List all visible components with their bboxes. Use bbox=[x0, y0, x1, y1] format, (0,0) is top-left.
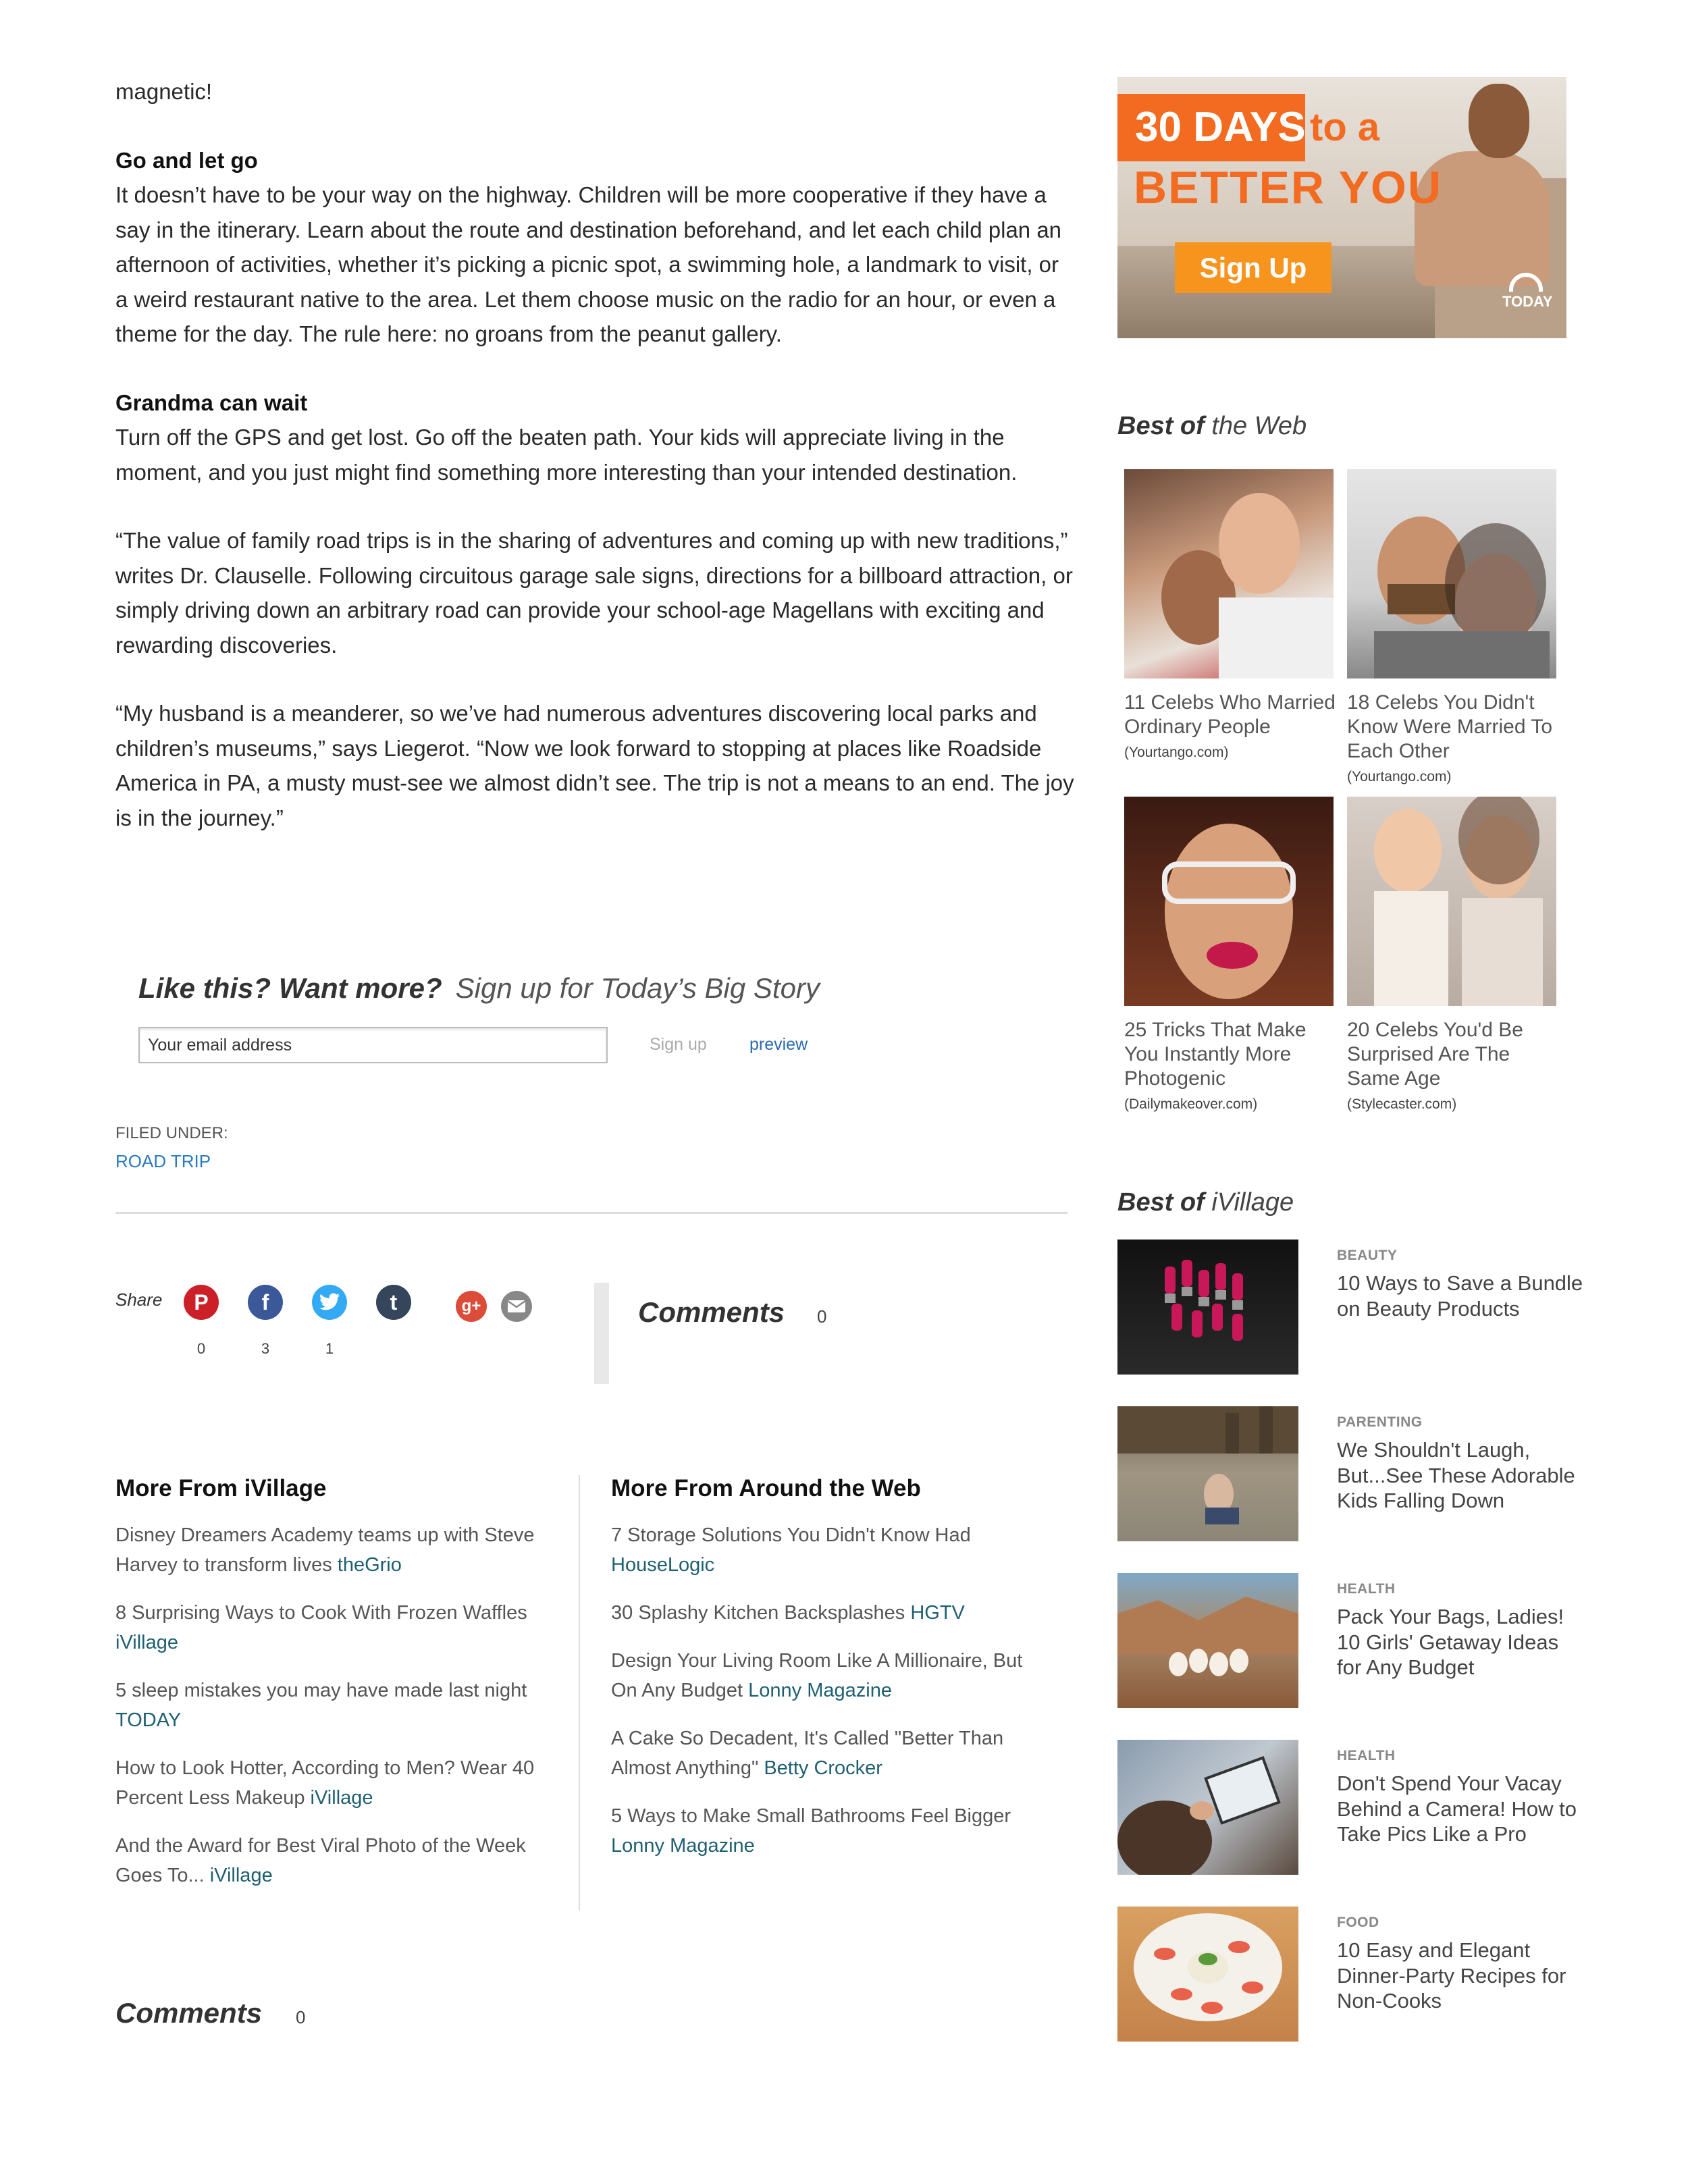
best-web-item[interactable] bbox=[1124, 1018, 1340, 1113]
item-title[interactable]: Pack Your Bags, Ladies! 10 Girls' Getaway Ideas for Any Budget bbox=[1337, 1605, 1564, 1679]
ivillage-item[interactable] bbox=[1337, 1915, 1587, 2014]
heading-bold: Best of bbox=[1117, 412, 1205, 440]
item-text[interactable]: 30 Splashy Kitchen Backsplashes bbox=[611, 1602, 905, 1624]
item-category[interactable]: HEALTH bbox=[1337, 1581, 1396, 1597]
newsletter-tagline: Sign up for Today’s Big Story bbox=[455, 972, 820, 1004]
item-category[interactable]: BEAUTY bbox=[1337, 1248, 1398, 1263]
more-web-title: More From Around the Web bbox=[611, 1475, 921, 1501]
celeb-thumbnail[interactable] bbox=[1124, 469, 1334, 678]
list-item[interactable] bbox=[611, 1724, 1043, 1783]
item-source[interactable]: theGrio bbox=[337, 1554, 402, 1576]
list-item[interactable] bbox=[611, 1598, 1043, 1628]
ad-subheadline: BETTER YOU bbox=[1134, 162, 1443, 213]
item-text[interactable]: Design Your Living Room Like A Millionaire, But On Any Budget bbox=[611, 1650, 1023, 1701]
kids-falling-image bbox=[1117, 1406, 1298, 1541]
pinterest-icon[interactable] bbox=[184, 1285, 219, 1320]
item-title[interactable]: 11 Celebs Who Married Ordinary People bbox=[1124, 691, 1336, 738]
facebook-glyph: f bbox=[261, 1289, 269, 1314]
comments-heading: Comments bbox=[638, 1296, 785, 1328]
envelope-glyph bbox=[507, 1300, 526, 1313]
filed-under-label: FILED UNDER: bbox=[115, 1124, 228, 1142]
more-ivillage-title: More From iVillage bbox=[115, 1475, 327, 1501]
item-source[interactable]: Lonny Magazine bbox=[611, 1835, 755, 1857]
best-web-item[interactable] bbox=[1347, 691, 1563, 785]
item-category[interactable]: HEALTH bbox=[1337, 1748, 1396, 1763]
ad-signup-button[interactable]: Sign Up bbox=[1175, 242, 1331, 293]
dinner-party-image bbox=[1117, 1907, 1298, 2042]
list-item[interactable] bbox=[611, 1520, 1043, 1580]
list-item[interactable] bbox=[115, 1520, 548, 1580]
comments-heading-bottom: Comments bbox=[115, 1997, 263, 2029]
item-text[interactable]: 5 Ways to Make Small Bathrooms Feel Bigger bbox=[611, 1805, 1011, 1827]
today-logo-text: TODAY bbox=[1502, 293, 1553, 310]
item-source: (Stylecaster.com) bbox=[1347, 1096, 1457, 1112]
celeb-thumbnail[interactable] bbox=[1347, 797, 1556, 1006]
camera-photo-image bbox=[1117, 1740, 1298, 1875]
item-source: (Yourtango.com) bbox=[1124, 745, 1229, 760]
more-ivillage-list bbox=[115, 1520, 548, 1909]
item-text[interactable]: Disney Dreamers Academy teams up with Steve Harvey to transform lives bbox=[115, 1524, 535, 1576]
tumblr-icon[interactable] bbox=[376, 1285, 411, 1320]
ad-headline: 30 DAYS bbox=[1117, 94, 1305, 161]
article-body bbox=[115, 74, 1074, 869]
pinterest-count: 0 bbox=[196, 1340, 206, 1357]
email-input[interactable] bbox=[138, 1027, 608, 1063]
item-text[interactable]: 5 sleep mistakes you may have made last night bbox=[115, 1680, 527, 1701]
item-source[interactable]: HGTV bbox=[910, 1602, 965, 1624]
list-item[interactable] bbox=[611, 1801, 1043, 1861]
article-thumbnail[interactable] bbox=[1117, 1907, 1298, 2042]
item-source: (Dailymakeover.com) bbox=[1124, 1096, 1258, 1112]
newsletter-preview-link[interactable]: preview bbox=[749, 1035, 808, 1054]
item-title[interactable]: 25 Tricks That Make You Instantly More Photogenic bbox=[1124, 1019, 1307, 1090]
section-body: It doesn’t have to be your way on the highway. Children will be more cooperative if they have a say in the itinerary. Learn about the route and destination beforehand, and let each child plan an afternoon of activities, whether it’s picking a picnic spot, a swimming hole, a landmark to visit, or a weird restaurant native to the area. Let them choose music on the radio for an hour, or even a theme for the day. The rule here: no groans from the peanut gallery. bbox=[115, 182, 1062, 346]
filed-under-tag-link[interactable]: ROAD TRIP bbox=[115, 1151, 211, 1171]
list-item[interactable] bbox=[611, 1646, 1043, 1705]
ivillage-item[interactable] bbox=[1337, 1414, 1587, 1514]
lipstick-image bbox=[1117, 1240, 1298, 1375]
more-web-list bbox=[611, 1520, 1043, 1879]
item-title[interactable]: 10 Easy and Elegant Dinner-Party Recipes for Non-Cooks bbox=[1337, 1938, 1566, 2013]
thumbnail-art bbox=[1124, 797, 1334, 1006]
best-web-item[interactable] bbox=[1347, 1018, 1563, 1113]
newsletter-prompt: Like this? Want more? bbox=[138, 972, 442, 1004]
article-paragraph: magnetic! bbox=[115, 79, 213, 104]
google-plus-glyph: g+ bbox=[461, 1297, 481, 1315]
newsletter-heading bbox=[138, 972, 820, 1005]
best-web-item[interactable] bbox=[1124, 691, 1340, 761]
ivillage-item[interactable] bbox=[1337, 1581, 1587, 1680]
item-source[interactable]: iVillage bbox=[209, 1865, 273, 1886]
article-section bbox=[115, 143, 1074, 352]
item-text[interactable]: How to Look Hotter, According to Men? Wear 40 Percent Less Makeup bbox=[115, 1757, 535, 1809]
google-plus-icon[interactable] bbox=[456, 1291, 487, 1322]
article-paragraph: “My husband is a meanderer, so we’ve had numerous adventures discovering local parks and children’s museums,” says Liegerot. “Now we look forward to stopping at places like Roadside America in PA, a musty must-see we almost didn’t see. The trip is not a means to an end. The joy is in the journey.” bbox=[115, 701, 1074, 830]
article-paragraph: “The value of family road trips is in the sharing of adventures and coming up with new traditions,” writes Dr. Clauselle. Following circuitous garage sale signs, directions for a billboard attraction, or simply driving down an arbitrary road can provide your school-age Magellans with exciting and rewarding discoveries. bbox=[115, 528, 1073, 658]
thumbnail-art bbox=[1347, 797, 1556, 1006]
list-item[interactable] bbox=[115, 1598, 548, 1657]
item-source[interactable]: Betty Crocker bbox=[764, 1757, 882, 1779]
item-source[interactable]: iVillage bbox=[115, 1632, 178, 1653]
ad-headline-connector: to a bbox=[1310, 105, 1380, 149]
twitter-bird bbox=[319, 1293, 340, 1312]
heading-bold: Best of bbox=[1117, 1188, 1205, 1217]
section-body: Turn off the GPS and get lost. Go off the beaten path. Your kids will appreciate living in the moment, and you just might find something more interesting than your intended destination. bbox=[115, 425, 1018, 485]
comments-divider bbox=[594, 1283, 609, 1384]
item-category[interactable]: PARENTING bbox=[1337, 1414, 1423, 1430]
share-label: Share bbox=[115, 1289, 163, 1310]
article-section bbox=[115, 385, 1074, 490]
twitter-icon[interactable] bbox=[312, 1285, 347, 1320]
ivillage-item[interactable] bbox=[1337, 1748, 1587, 1847]
article-thumbnail[interactable] bbox=[1117, 1240, 1298, 1375]
article-thumbnail[interactable] bbox=[1117, 1406, 1298, 1541]
item-title[interactable]: 10 Ways to Save a Bundle on Beauty Products bbox=[1337, 1271, 1583, 1321]
newsletter-signup-button[interactable]: Sign up bbox=[650, 1035, 707, 1054]
comments-count-bottom: 0 bbox=[296, 2007, 306, 2027]
twitter-count: 1 bbox=[325, 1340, 334, 1357]
item-title[interactable]: 18 Celebs You Didn't Know Were Married To Each Other bbox=[1347, 691, 1553, 762]
facebook-count: 3 bbox=[261, 1340, 270, 1357]
today-ad-banner[interactable] bbox=[1117, 77, 1566, 338]
tumblr-glyph: t bbox=[390, 1289, 398, 1314]
girls-getaway-image bbox=[1117, 1573, 1298, 1708]
section-heading: Grandma can wait bbox=[115, 390, 308, 415]
heading-rest: the Web bbox=[1211, 412, 1307, 440]
best-of-web-heading bbox=[1117, 412, 1307, 441]
item-title[interactable]: We Shouldn't Laugh, But...See These Adorable Kids Falling Down bbox=[1337, 1438, 1575, 1512]
facebook-icon[interactable] bbox=[248, 1285, 283, 1320]
list-item[interactable] bbox=[115, 1753, 548, 1813]
ad-person-head-graphic bbox=[1469, 84, 1529, 158]
pinterest-glyph: P bbox=[194, 1289, 209, 1314]
heading-rest: iVillage bbox=[1211, 1188, 1294, 1217]
item-source[interactable]: Lonny Magazine bbox=[748, 1680, 892, 1701]
item-text[interactable]: A Cake So Decadent, It's Called "Better Than Almost Anything" bbox=[611, 1728, 1004, 1779]
item-title[interactable]: 20 Celebs You'd Be Surprised Are The Same Age bbox=[1347, 1019, 1523, 1090]
item-text[interactable]: 7 Storage Solutions You Didn't Know Had bbox=[611, 1524, 971, 1546]
section-heading: Go and let go bbox=[115, 147, 258, 173]
list-item[interactable] bbox=[115, 1676, 548, 1735]
celeb-thumbnail[interactable] bbox=[1347, 469, 1556, 678]
article-thumbnail[interactable] bbox=[1117, 1740, 1298, 1875]
item-source: (Yourtango.com) bbox=[1347, 769, 1452, 784]
comments-count: 0 bbox=[817, 1306, 827, 1327]
column-divider bbox=[579, 1475, 580, 1911]
divider bbox=[115, 1212, 1067, 1214]
article-thumbnail[interactable] bbox=[1117, 1573, 1298, 1708]
item-source[interactable]: TODAY bbox=[115, 1709, 182, 1731]
item-text[interactable]: And the Award for Best Viral Photo of the Week Goes To... bbox=[115, 1835, 526, 1886]
email-icon[interactable] bbox=[501, 1291, 532, 1322]
best-of-ivillage-heading bbox=[1117, 1188, 1294, 1217]
item-category[interactable]: FOOD bbox=[1337, 1915, 1379, 1930]
item-text[interactable]: 8 Surprising Ways to Cook With Frozen Waffles bbox=[115, 1602, 527, 1624]
thumbnail-art bbox=[1124, 469, 1334, 678]
item-source[interactable]: HouseLogic bbox=[611, 1554, 715, 1576]
thumbnail-art bbox=[1347, 469, 1556, 678]
item-source[interactable]: iVillage bbox=[310, 1787, 373, 1809]
item-title[interactable]: Don't Spend Your Vacay Behind a Camera! How to Take Pics Like a Pro bbox=[1337, 1772, 1577, 1846]
celeb-thumbnail[interactable] bbox=[1124, 797, 1334, 1006]
ivillage-item[interactable] bbox=[1337, 1248, 1587, 1321]
list-item[interactable] bbox=[115, 1831, 548, 1890]
